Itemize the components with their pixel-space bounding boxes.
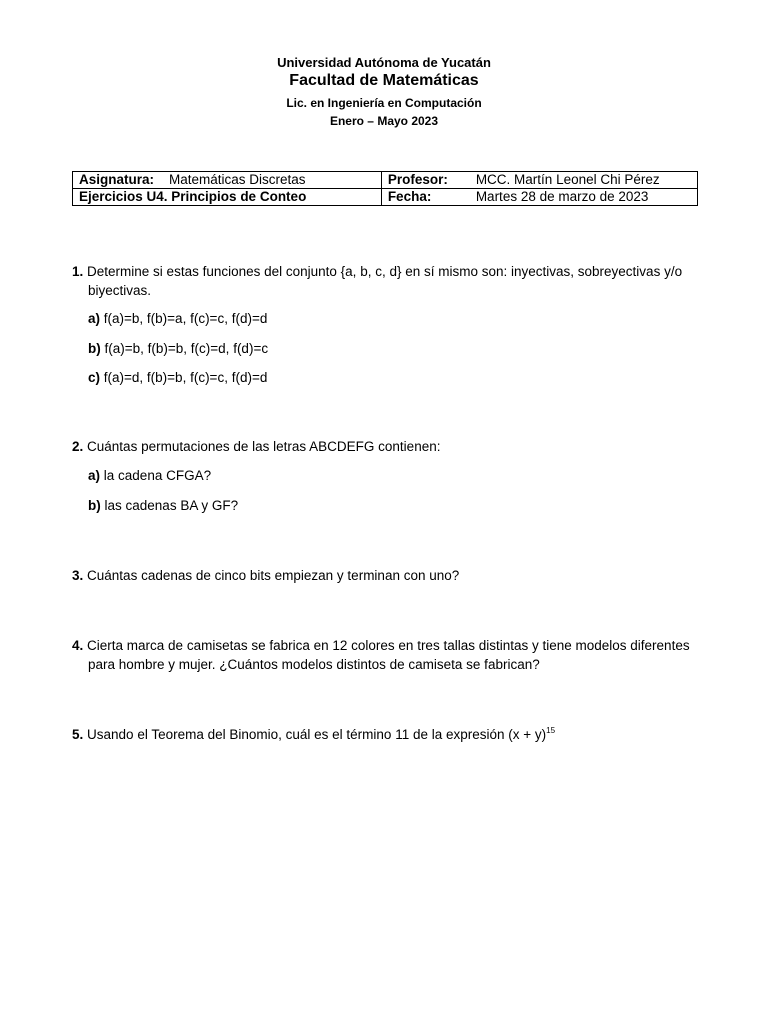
question-number: 2. bbox=[72, 439, 84, 454]
question-text: Usando el Teorema del Binomio, cuál es el término 11 de la expresión (x + y) bbox=[87, 727, 547, 742]
date-value: Martes 28 de marzo de 2023 bbox=[475, 189, 649, 204]
question-1 bbox=[72, 262, 702, 300]
exercises-title: Ejercicios U4. Principios de Conteo bbox=[79, 189, 307, 204]
option-text: f(a)=d, f(b)=b, f(c)=c, f(d)=d bbox=[103, 370, 268, 385]
option-letter: b) bbox=[88, 341, 101, 356]
option-letter: a) bbox=[88, 468, 101, 483]
exponent: 15 bbox=[546, 726, 556, 735]
question-number: 4. bbox=[72, 638, 84, 653]
question-1-option-a bbox=[88, 309, 267, 328]
option-letter: c) bbox=[88, 370, 101, 385]
question-4 bbox=[72, 636, 702, 674]
subject-value: Matemáticas Discretas bbox=[169, 172, 306, 187]
question-2-option-b bbox=[88, 496, 238, 515]
question-1-option-c bbox=[88, 368, 267, 387]
subject-cell bbox=[73, 172, 382, 189]
exercises-cell bbox=[73, 189, 382, 206]
question-text-continued: biyectivas. bbox=[88, 283, 152, 298]
course-info-table bbox=[72, 171, 698, 206]
info-row-exercises bbox=[73, 189, 698, 206]
question-2-option-a bbox=[88, 466, 211, 485]
option-text: la cadena CFGA? bbox=[103, 468, 212, 483]
option-text: las cadenas BA y GF? bbox=[104, 498, 239, 513]
option-text: f(a)=b, f(b)=b, f(c)=d, f(d)=c bbox=[104, 341, 269, 356]
professor-value: MCC. Martín Leonel Chi Pérez bbox=[475, 172, 660, 187]
option-letter: a) bbox=[88, 311, 101, 326]
question-5 bbox=[72, 725, 702, 744]
date-cell bbox=[381, 189, 697, 206]
question-text: Determine si estas funciones del conjunto {a, b, c, d} en sí mismo son: inyectivas, sobreyectivas y/o bbox=[87, 264, 683, 279]
professor-label: Profesor: bbox=[387, 172, 448, 187]
professor-cell bbox=[381, 172, 697, 189]
program-name: Lic. en Ingeniería en Computación bbox=[286, 96, 482, 110]
question-number: 5. bbox=[72, 727, 84, 742]
question-2 bbox=[72, 437, 702, 456]
question-3 bbox=[72, 566, 702, 585]
question-text: Cuántas cadenas de cinco bits empiezan y terminan con uno? bbox=[87, 568, 460, 583]
question-number: 1. bbox=[72, 264, 84, 279]
date-label: Fecha: bbox=[387, 189, 432, 204]
question-text-continued: para hombre y mujer. ¿Cuántos modelos distintos de camiseta se fabrican? bbox=[88, 657, 540, 672]
question-1-option-b bbox=[88, 339, 268, 358]
question-text: Cierta marca de camisetas se fabrica en 12 colores en tres tallas distintas y tiene modelos diferentes bbox=[87, 638, 690, 653]
academic-period: Enero – Mayo 2023 bbox=[329, 114, 439, 128]
option-letter: b) bbox=[88, 498, 101, 513]
subject-label: Asignatura: bbox=[79, 172, 155, 187]
faculty-name: Facultad de Matemáticas bbox=[289, 72, 479, 89]
info-row-subject bbox=[73, 172, 698, 189]
question-number: 3. bbox=[72, 568, 84, 583]
university-name: Universidad Autónoma de Yucatán bbox=[277, 55, 491, 70]
option-text: f(a)=b, f(b)=a, f(c)=c, f(d)=d bbox=[103, 311, 268, 326]
question-text: Cuántas permutaciones de las letras ABCDEFG contienen: bbox=[87, 439, 441, 454]
